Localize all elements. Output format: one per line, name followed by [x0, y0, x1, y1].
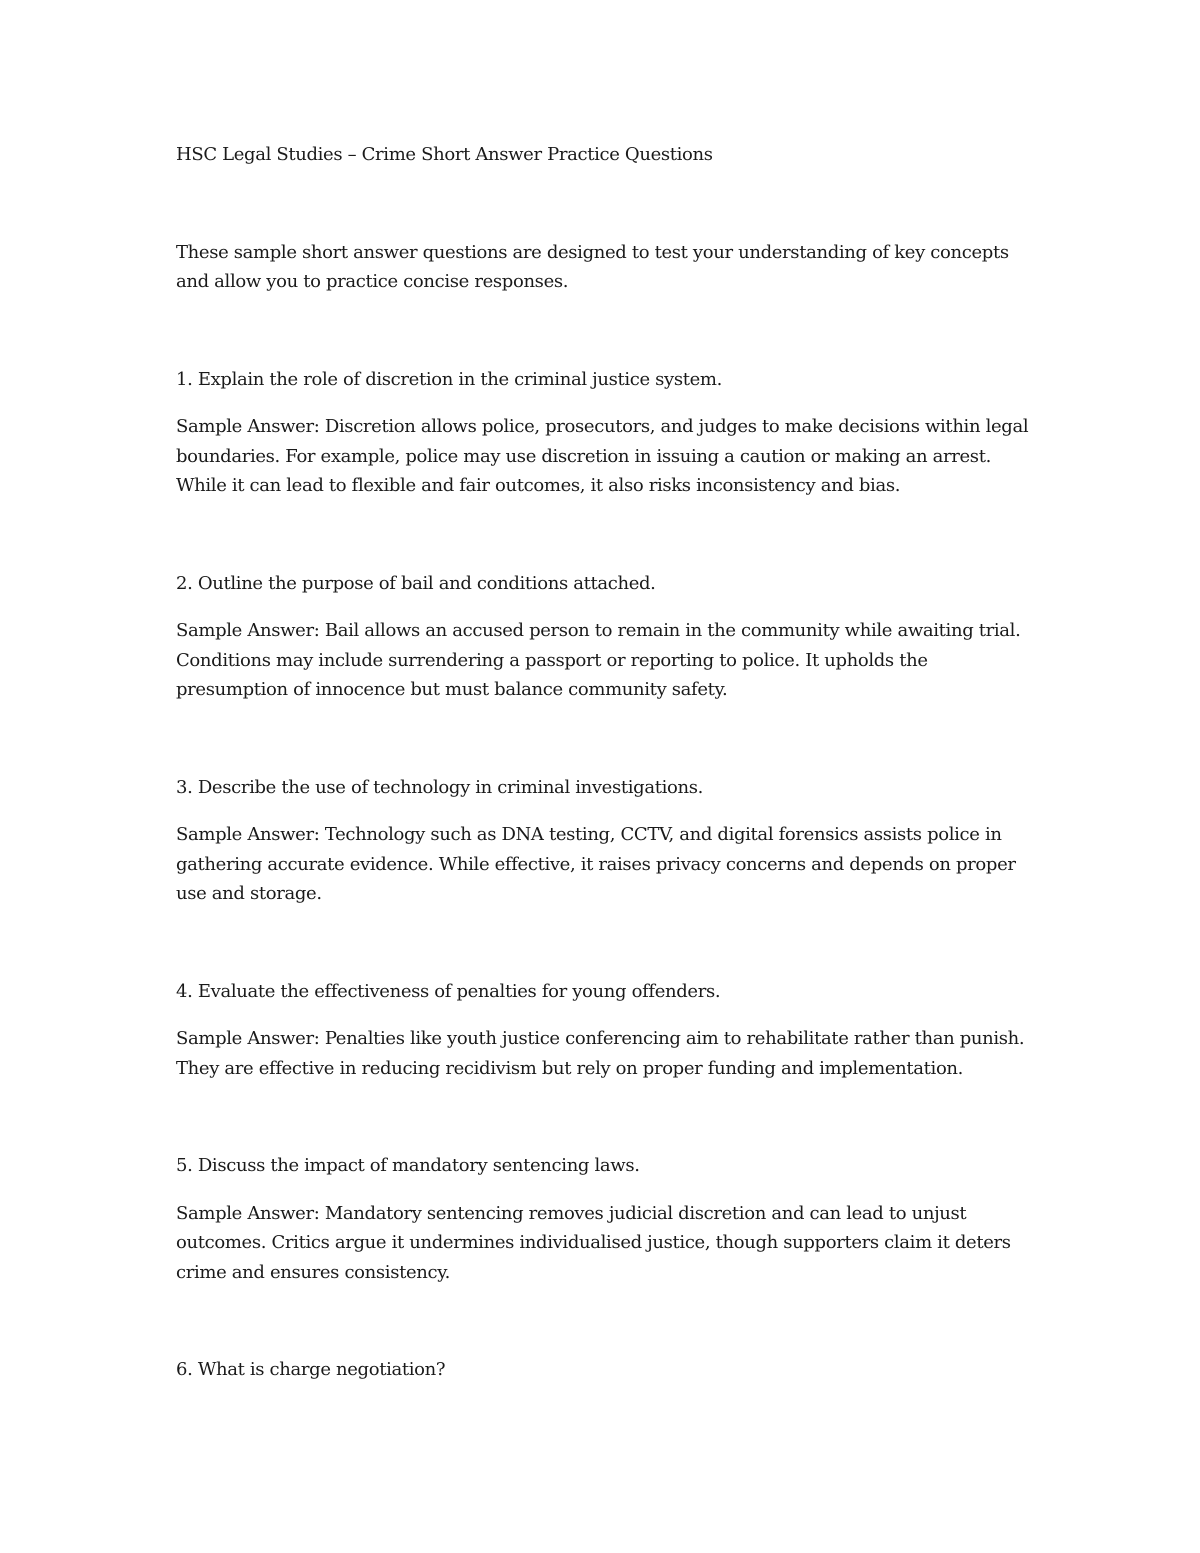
document-body — [176, 140, 1036, 1385]
answer-4: Sample Answer: Penalties like youth justice conferencing aim to rehabilitate rather than punish. They are effective in reducing recidivism but rely on proper funding and implementation. — [176, 1028, 1025, 1079]
qa-item-5 — [176, 1151, 1036, 1287]
qa-item-1 — [176, 365, 1036, 501]
question-6: 6. What is charge negotiation? — [176, 1359, 446, 1380]
answer-3: Sample Answer: Technology such as DNA testing, CCTV, and digital forensics assists police in gathering accurate evidence. While effective, it raises privacy concerns and depends on proper use and storage. — [176, 824, 1016, 904]
intro-paragraph: These sample short answer questions are designed to test your understanding of key concepts and allow you to practice concise responses. — [176, 241, 1009, 292]
question-4: 4. Evaluate the effectiveness of penalties for young offenders. — [176, 980, 721, 1002]
qa-item-4 — [176, 977, 1036, 1084]
answer-1: Sample Answer: Discretion allows police, prosecutors, and judges to make decisions within legal boundaries. For example, police may use discretion in issuing a caution or making an arrest. While it can lead to flexible and fair outcomes, it also risks inconsistency and bias. — [176, 416, 1029, 496]
qa-item-3 — [176, 773, 1036, 909]
qa-item-2 — [176, 569, 1036, 705]
question-3: 3. Describe the use of technology in criminal investigations. — [176, 776, 704, 798]
qa-item-6 — [176, 1355, 1036, 1385]
question-5: 5. Discuss the impact of mandatory sentencing laws. — [176, 1155, 640, 1176]
document-title: HSC Legal Studies – Crime Short Answer Practice Questions — [176, 144, 713, 165]
question-1: 1. Explain the role of discretion in the criminal justice system. — [176, 368, 723, 390]
answer-5: Sample Answer: Mandatory sentencing removes judicial discretion and can lead to unjust outcomes. Critics argue it undermines individualised justice, though supporters claim it deters crime and ensures consistency. — [176, 1202, 1011, 1283]
question-2: 2. Outline the purpose of bail and conditions attached. — [176, 572, 656, 594]
answer-2: Sample Answer: Bail allows an accused person to remain in the community while awaiting trial. Conditions may include surrendering a passport or reporting to police. It upholds the presumption of innocence but must balance community safety. — [176, 620, 1021, 700]
